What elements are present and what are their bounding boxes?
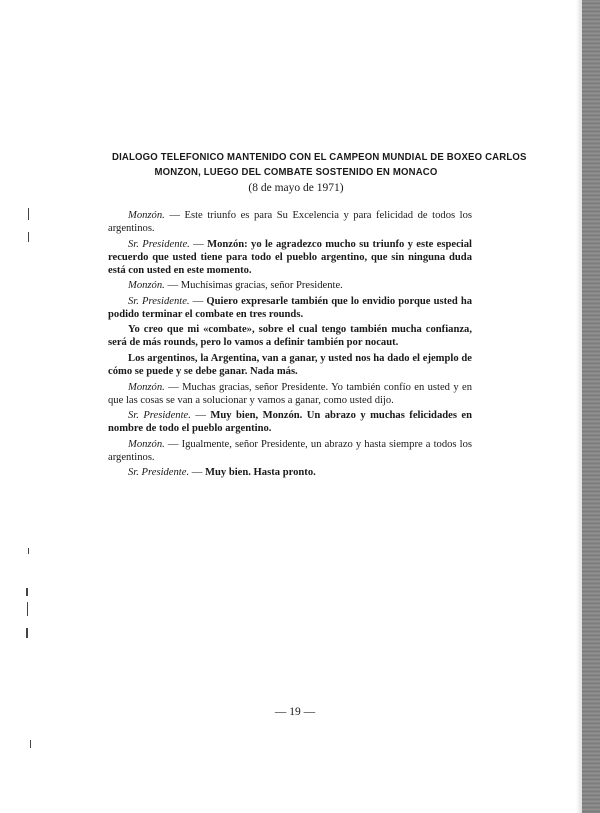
dialogue-paragraph (108, 209, 472, 235)
dialogue-text: Este triunfo es para Su Excelencia y para felicidad de todos los argentinos. (108, 210, 473, 234)
speaker-name: Monzón. (128, 438, 165, 450)
dialogue-paragraph (108, 352, 472, 378)
dialogue-text: Muchísimas gracias, señor Presidente. (180, 280, 343, 292)
document-date: (8 de mayo de 1971) (248, 182, 344, 194)
scan-speck (26, 628, 28, 638)
dialogue-text: Muy bien. Hasta pronto. (205, 467, 316, 479)
dialogue-paragraph (108, 295, 472, 321)
speaker-name: Sr. Presidente. (128, 410, 191, 422)
title-line: MONZON, LUEGO DEL COMBATE SOSTENIDO EN MONACO (154, 167, 438, 178)
dialogue-paragraph (108, 438, 472, 464)
speaker-name: Monzón. (128, 280, 165, 292)
speaker-dash: — (189, 295, 207, 307)
speaker-name: Sr. Presidente. (128, 238, 190, 250)
scan-speck (27, 602, 28, 616)
speaker-dash: — (164, 280, 181, 292)
dialogue-text: Igualmente, señor Presidente, un abrazo y hasta siempre a todos los argentinos. (108, 438, 473, 463)
dialogue-text: Monzón: yo le agradezco mucho su triunfo y este especial recuerdo que usted tiene para todo el pueblo argentino, que sin ninguna duda está con usted en este momento. (108, 238, 472, 276)
speaker-dash: — (164, 210, 185, 221)
scan-speck (26, 588, 28, 596)
scan-edge-shadow (582, 0, 600, 813)
speaker-name: Monzón. (128, 210, 165, 221)
speaker-name: Sr. Presidente. (128, 467, 190, 479)
dialogue-text: Muy bien, Monzón. Un abrazo y muchas felicidades en nombre de todo el pueblo argentino. (108, 410, 472, 435)
dialogue-text: Yo creo que mi «combate», sobre el cual tengo también mucha confianza, será de más rounds, pero lo vamos a definir también por nocaut. (108, 324, 472, 349)
dialogue-text: Muchas gracias, señor Presidente. Yo también confío en usted y en que las cosas se van a solucionar y vamos a ganar, como usted dijo. (108, 381, 473, 406)
dialogue-text: Los argentinos, la Argentina, van a ganar, y usted nos ha dado el ejemplo de cómo se puede y se debe ganar. Nada más. (108, 352, 472, 377)
scan-speck (28, 208, 29, 220)
speaker-name: Sr. Presidente. (128, 295, 190, 307)
dialogue-paragraph (108, 409, 472, 435)
speaker-name: Monzón. (128, 381, 165, 393)
speaker-dash: — (189, 238, 208, 250)
speaker-dash: — (190, 410, 211, 422)
dialogue-paragraph (108, 238, 472, 277)
speaker-dash: — (164, 381, 183, 393)
page-number: — 19 — (274, 706, 316, 718)
scan-speck (30, 740, 31, 748)
document-title (112, 150, 527, 180)
dialogue-paragraph (108, 381, 472, 407)
scan-speck (28, 232, 29, 242)
title-line: DIALOGO TELEFONICO MANTENIDO CON EL CAMPEON MUNDIAL DE BOXEO CARLOS (112, 152, 527, 163)
dialogue-paragraph (108, 279, 472, 292)
scan-speck (28, 548, 29, 554)
speaker-dash: — (189, 467, 205, 479)
speaker-dash: — (164, 438, 182, 450)
dialogue-body (108, 209, 472, 482)
dialogue-paragraph (108, 466, 472, 479)
dialogue-paragraph (108, 323, 472, 349)
dialogue-text: Quiero expresarle también que lo envidio porque usted ha podido terminar el combate en tres rounds. (108, 295, 473, 320)
